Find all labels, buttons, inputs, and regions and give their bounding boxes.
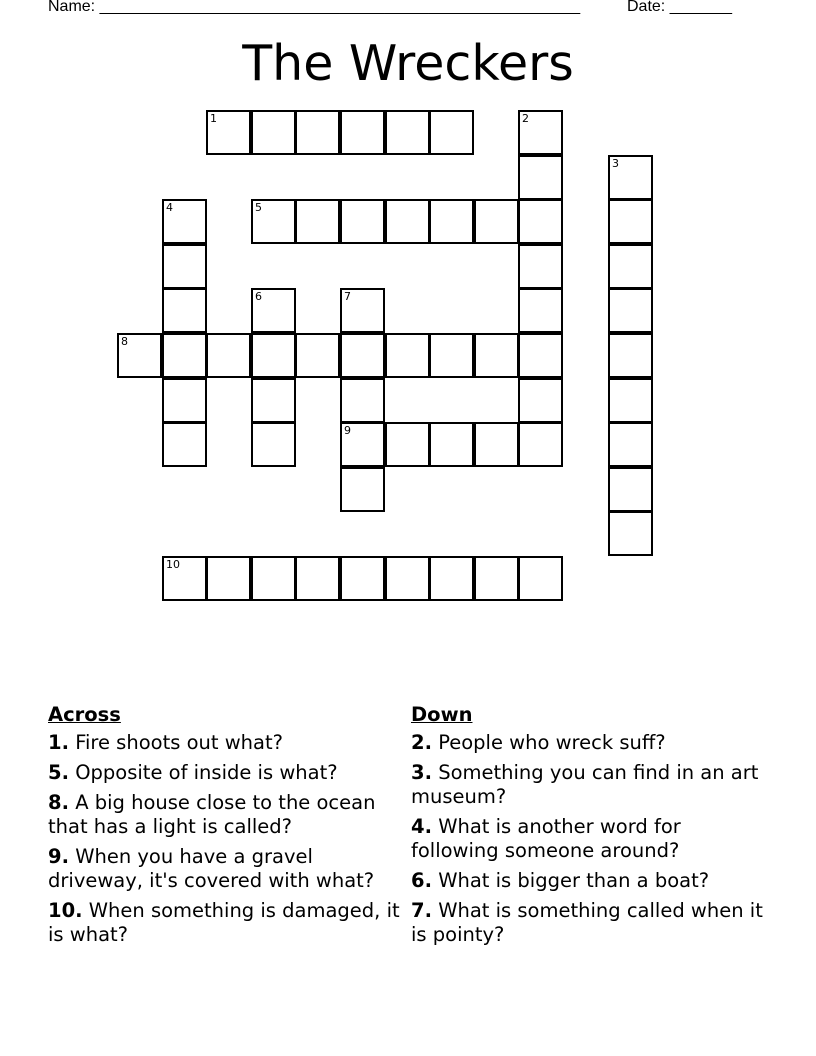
grid-cell[interactable]	[429, 110, 474, 155]
grid-cell[interactable]	[385, 422, 430, 467]
clue-number: 1.	[48, 731, 69, 754]
grid-cell[interactable]	[251, 378, 296, 423]
grid-cell[interactable]	[162, 288, 207, 333]
clue-text: What is bigger than a boat?	[438, 869, 710, 892]
cell-number: 8	[121, 335, 128, 348]
grid-cell[interactable]	[385, 556, 430, 601]
grid-cell[interactable]	[608, 511, 653, 556]
grid-cell[interactable]	[162, 199, 207, 244]
clue-down-3	[411, 761, 771, 809]
clue-text: When something is damaged, it is what?	[48, 899, 400, 946]
clue-across-1	[48, 731, 403, 755]
clue-across-9	[48, 845, 403, 893]
grid-cell[interactable]	[608, 467, 653, 512]
grid-cell[interactable]	[608, 422, 653, 467]
cell-number: 4	[166, 201, 173, 214]
grid-cell[interactable]	[251, 110, 296, 155]
clue-number: 9.	[48, 845, 69, 868]
grid-cell[interactable]	[340, 467, 385, 512]
clue-text: A big house close to the ocean that has a light is called?	[48, 791, 376, 838]
grid-cell[interactable]	[295, 556, 340, 601]
grid-cell[interactable]	[474, 199, 519, 244]
grid-cell[interactable]	[429, 199, 474, 244]
name-field: Name: ______________________________________________________	[48, 0, 581, 15]
grid-cell[interactable]	[518, 244, 563, 289]
grid-cell[interactable]	[295, 199, 340, 244]
grid-cell[interactable]	[340, 556, 385, 601]
grid-cell[interactable]	[162, 333, 207, 378]
cell-number: 7	[344, 290, 351, 303]
grid-cell[interactable]	[608, 199, 653, 244]
clue-down-2	[411, 731, 771, 755]
grid-cell[interactable]	[340, 333, 385, 378]
grid-cell[interactable]	[474, 556, 519, 601]
grid-cell[interactable]	[162, 378, 207, 423]
clue-down-7	[411, 899, 771, 947]
cell-number: 1	[210, 112, 217, 125]
clue-number: 2.	[411, 731, 432, 754]
grid-cell[interactable]	[251, 333, 296, 378]
grid-cell[interactable]	[608, 333, 653, 378]
clue-number: 3.	[411, 761, 432, 784]
clue-across-10	[48, 899, 403, 947]
grid-cell[interactable]	[518, 288, 563, 333]
clue-text: People who wreck suff?	[438, 731, 666, 754]
grid-cell[interactable]	[206, 333, 251, 378]
grid-cell[interactable]	[518, 199, 563, 244]
grid-cell[interactable]	[518, 556, 563, 601]
clue-across-5	[48, 761, 403, 785]
grid-cell[interactable]	[340, 378, 385, 423]
grid-cell[interactable]	[429, 422, 474, 467]
grid-cell[interactable]	[117, 333, 162, 378]
puzzle-title: The Wreckers	[242, 35, 574, 92]
grid-cell[interactable]	[429, 333, 474, 378]
grid-cell[interactable]	[162, 422, 207, 467]
grid-cell[interactable]	[251, 199, 296, 244]
grid-cell[interactable]	[251, 422, 296, 467]
clue-number: 8.	[48, 791, 69, 814]
clue-down-6	[411, 869, 771, 893]
cell-number: 10	[166, 558, 180, 571]
grid-cell[interactable]	[474, 422, 519, 467]
grid-cell[interactable]	[474, 333, 519, 378]
across-heading: Across	[48, 703, 121, 726]
cell-number: 2	[522, 112, 529, 125]
down-clues	[411, 703, 771, 953]
grid-cell[interactable]	[518, 333, 563, 378]
cell-number: 9	[344, 424, 351, 437]
grid-cell[interactable]	[385, 199, 430, 244]
clue-text: Fire shoots out what?	[75, 731, 283, 754]
grid-cell[interactable]	[429, 556, 474, 601]
grid-cell[interactable]	[206, 110, 251, 155]
grid-cell[interactable]	[385, 110, 430, 155]
clue-number: 10.	[48, 899, 83, 922]
clue-text: Something you can find in an art museum?	[411, 761, 759, 808]
grid-cell[interactable]	[340, 199, 385, 244]
grid-cell[interactable]	[251, 288, 296, 333]
grid-cell[interactable]	[251, 556, 296, 601]
across-clues	[48, 703, 403, 953]
grid-cell[interactable]	[206, 556, 251, 601]
grid-cell[interactable]	[608, 244, 653, 289]
clue-number: 6.	[411, 869, 432, 892]
grid-cell[interactable]	[340, 288, 385, 333]
clue-text: Opposite of inside is what?	[75, 761, 338, 784]
grid-cell[interactable]	[295, 333, 340, 378]
grid-cell[interactable]	[608, 378, 653, 423]
grid-cell[interactable]	[295, 110, 340, 155]
cell-number: 6	[255, 290, 262, 303]
clue-text: What is something called when it is pointy?	[411, 899, 763, 946]
clue-number: 4.	[411, 815, 432, 838]
cell-number: 3	[612, 157, 619, 170]
grid-cell[interactable]	[608, 288, 653, 333]
date-field: Date: _______	[627, 0, 732, 15]
grid-cell[interactable]	[162, 556, 207, 601]
grid-cell[interactable]	[518, 110, 563, 155]
clue-number: 7.	[411, 899, 432, 922]
grid-cell[interactable]	[518, 422, 563, 467]
grid-cell[interactable]	[340, 110, 385, 155]
down-heading: Down	[411, 703, 473, 726]
clue-text: What is another word for following someone around?	[411, 815, 681, 862]
clue-across-8	[48, 791, 403, 839]
grid-cell[interactable]	[518, 155, 563, 200]
clue-text: When you have a gravel driveway, it's covered with what?	[48, 845, 375, 892]
cell-number: 5	[255, 201, 262, 214]
grid-cell[interactable]	[340, 422, 385, 467]
grid-cell[interactable]	[385, 333, 430, 378]
clue-down-4	[411, 815, 771, 863]
clue-number: 5.	[48, 761, 69, 784]
grid-cell[interactable]	[608, 155, 653, 200]
grid-cell[interactable]	[162, 244, 207, 289]
grid-cell[interactable]	[518, 378, 563, 423]
